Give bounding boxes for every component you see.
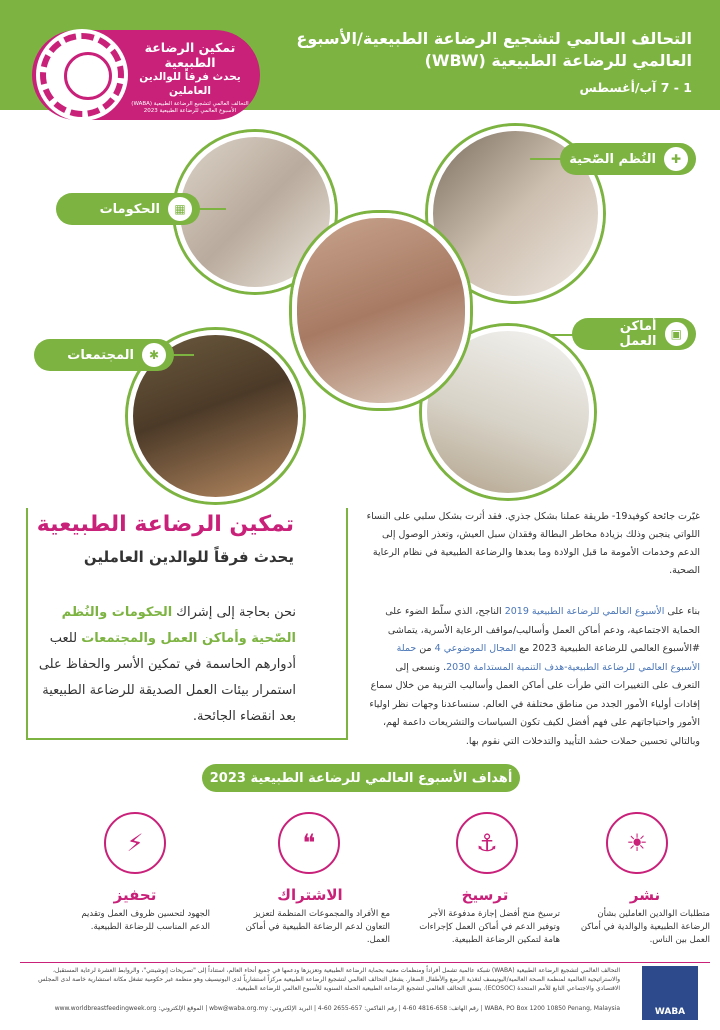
lightning-icon: ⚡	[104, 812, 166, 874]
thematic-area-link[interactable]: المجال الموضوعي 4	[434, 643, 517, 654]
wbw-2019-link[interactable]: الأسبوع العالمي للرضاعة الطبيعية 2019	[504, 606, 665, 617]
speech-bubbles-icon: ❝	[278, 812, 340, 874]
badge-governments	[56, 193, 200, 225]
paragraph-campaign	[366, 603, 700, 751]
badge-communities	[34, 339, 174, 371]
p2-text: بناء على	[664, 606, 700, 617]
main-subheading: يحدث فرقاً للوالدين العاملين	[83, 548, 294, 566]
badge-governments-label: الحكومات	[99, 201, 160, 217]
anchor-icon: ⚓	[456, 812, 518, 874]
footer-divider	[20, 962, 710, 963]
badge-workplaces	[572, 318, 696, 350]
goals-title: أهداف الأسبوع العالمي للرضاعة الطبيعية 2023	[202, 764, 520, 792]
desk-worker-icon: ▣	[665, 322, 688, 346]
footer-about: التحالف العالمي لتشجيع الرضاعة الطبيعية (WABA) شبكة عالمية تشمل أفراداً ومنظمات معنية بحماية الرضاعة الطبيعية وتعزيزها ودعمها في جميع أنحاء العالم، استناداً إلى "تصريحات إنوشينتي"، والروابط العشرة لرعاية المستقبل، والاستراتيجية العالمية لمنظمة الصحة العالمية/اليونيسف لتغذية الرضع والأطفال الصغار. يشغل التحالف العالمي لتشجيع الرضاعة الطبيعية مركزاً استشارياً لدى اليونيسيف وهو منظمة غير حكومية تشغل مكانة استشارية خاصة لدى المجلس الاقتصادي والاجتماعي التابع للأمم المتحدة (ECOSOC). ينسق التحالف العالمي لتشجيع الرضاعة الطبيعية الحملة السنوية للأسبوع العالمي للرضاعة الطبيعية.	[38, 967, 620, 992]
p2-text: الناجح، الذي سلّط الضوء على الحماية الاجتماعية، ودعم أماكن العمل وأساليب/مواقف الرعاية الأسرية، يتماشى #الأسبوع العالمي للرضاعة الطبيعية 2023 مع	[385, 606, 700, 654]
goal-desc: ترسيخ منح أفضل إجازة مدفوعة الأجر وتوفير الدعم في أماكن العمل كإجراءات هامة لتمكين الرضاعة الطبيعية.	[419, 909, 560, 945]
logo-title: تمكين الرضاعة الطبيعية	[144, 40, 236, 70]
goal-title: ترسيخ	[461, 886, 509, 904]
goal-title: تحفيز	[113, 886, 157, 904]
event-dates: 1 - 7 آب/أغسطس	[579, 80, 692, 95]
photo-parents-breastfeeding	[292, 213, 470, 408]
goal-desc: متطلبات الوالدين العاملين بشأن الرضاعة الطبيعية والوالدية في أماكن العمل بين الناس.	[580, 909, 710, 945]
goal-desc: الجهود لتحسين ظروف العمل وتقديم الدعم المناسب للرضاعة الطبيعية.	[81, 909, 210, 932]
network-icon: ✱	[142, 343, 166, 367]
gear-emblem-icon	[40, 33, 124, 117]
intro-part: للعب أدوارهم الحاسمة في تمكين الأسر والحفاظ على استمرار بيئات العمل الصديقة للرضاعة الطبيعية بعد انقضاء الجائحة.	[38, 631, 296, 724]
goal-engage	[230, 812, 390, 947]
badge-communities-label: المجتمعات	[67, 347, 134, 363]
intro-part: نحن بحاجة إلى إشراك	[172, 605, 296, 620]
lightbulb-icon: ☀	[606, 812, 668, 874]
badge-health-systems	[560, 143, 696, 175]
badge-health-label: النُظم الصّحية	[569, 151, 656, 167]
building-icon: ▦	[168, 197, 192, 221]
health-hands-icon: ✚	[664, 147, 688, 171]
main-heading: تمكين الرضاعة الطبيعية	[36, 512, 294, 537]
goal-desc: مع الأفراد والمجموعات المنظمة لتعزيز التعاون لدعم الرضاعة الطبيعية في أماكن العمل.	[245, 909, 390, 945]
paragraph-covid: غيّرت جائحة كوفيد19- طريقة عملنا بشكل جذري. فقد أثرت بشكل سلبي على النساء اللواتي ينجبن وذلك بزيادة مخاطر البطالة وفقدان سبل العيش، وتعذر الوصول إلى الدعم وخدمات الأمومة ما قبل الولادة وما بعدها والرضاعة الطبيعية في نظام الرعاية الصحية.	[366, 511, 700, 576]
goal-inform	[580, 812, 710, 947]
goal-title: نشر	[629, 886, 661, 904]
sdg-campaign-link[interactable]: حملة الأسبوع العالمي للرضاعة الطبيعية-هدف التنمية المستدامة 2030	[396, 643, 700, 673]
p2-text: . ونسعى إلى التعرف على التغييرات التي طرأت على أماكن العمل وأساليب التربية من خلال سماع إفادات أولياء الأمور الجدد من مناطق مختلفة في العالم. سنساعدنا وجهات نظر اولياء الأمور واحتياجاتهم على فهم أفضل لكيف تكون السياسات والتشريعات داعمة لهم، وبالتالي تحسين حملات حشد التأييد والتدخلات التي نقوم بها.	[369, 661, 700, 747]
waba-logo: WABA	[642, 966, 698, 1020]
campaign-logo	[32, 30, 260, 120]
page-title: التحالف العالمي لتشجيع الرضاعة الطبيعية/الأسبوع العالمي للرضاعة الطبيعية (WBW)	[296, 29, 692, 70]
footer-contact: WABA, PO Box 1200 10850 Penang, Malaysia | رقم الهاتف: 658-4816 60-4 | رقم الفاكس: 657-2655 60-4 | البريد الإلكتروني: wbw@waba.org.my | الموقع الإلكتروني: www.worldbreastfeedingweek.org	[54, 1005, 620, 1012]
p2-text: من	[416, 643, 435, 654]
intro-highlight: الحكومات والنُظم الصّحية وأماكن العمل والمجتمعات	[61, 605, 296, 646]
logo-subtitle: يحدث فرقاً للوالدين العاملين	[139, 71, 241, 97]
goal-galvanise	[60, 812, 210, 934]
intro-text	[26, 600, 296, 730]
goal-title: الاشتراك	[277, 886, 343, 904]
goal-anchor	[410, 812, 560, 947]
logo-org: التحالف العالمي لتشجيع الرضاعة الطبيعية (WABA) الأسبوع العالمي للرضاعة الطبيعية 2023	[131, 101, 249, 114]
badge-workplaces-label: أماكن العمل	[619, 319, 657, 349]
